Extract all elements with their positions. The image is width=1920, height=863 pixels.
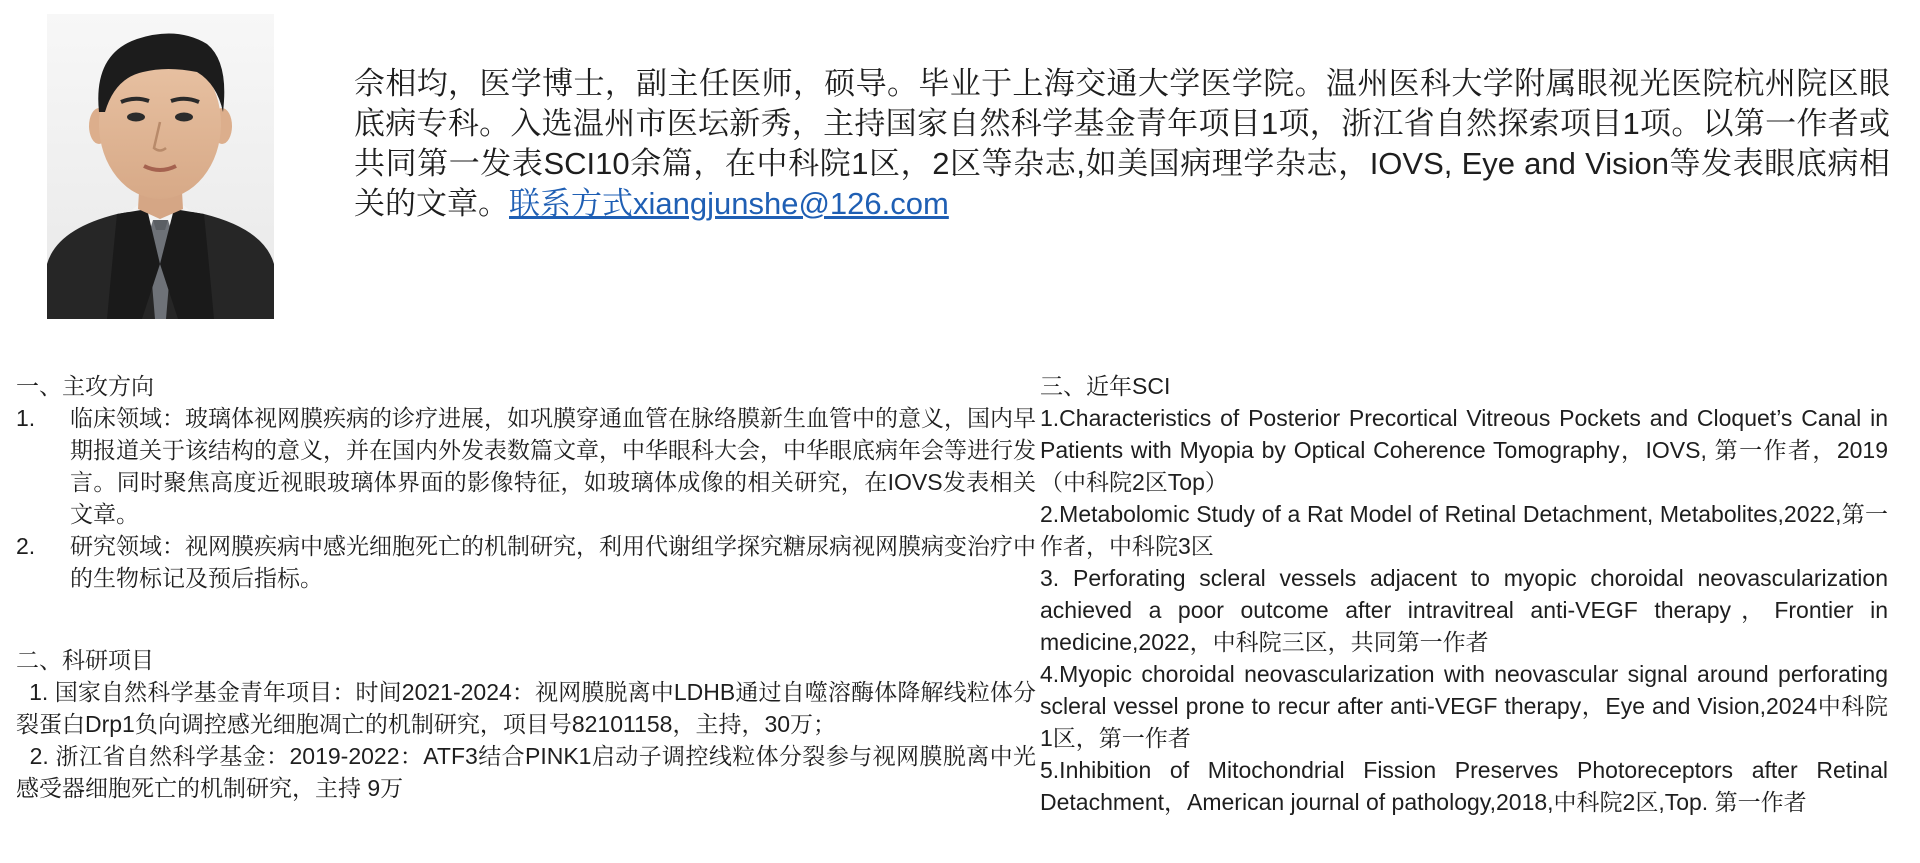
profile-photo <box>47 14 274 319</box>
research-projects-title: 二、科研项目 <box>16 647 154 673</box>
project-text: 2. 浙江省自然科学基金：2019-2022：ATF3结合PINK1启动子调控线粒体分裂参与视网膜脱离中光感受器细胞死亡的机制研究，主持 9万 <box>16 743 1037 801</box>
research-project-item <box>16 676 1036 740</box>
sci-paper-item: 3. Perforating scleral vessels adjacent to myopic choroidal neovascularization achieved a poor outcome after intravitreal anti-VEGF therapy，Frontier in medicine,2022，中科院三区，共同第一作者 <box>1040 565 1888 655</box>
item-number: 1. <box>16 405 36 431</box>
sci-paper-item: 4.Myopic choroidal neovascularization with neovascular signal around perforating scleral vessel prone to recur after anti-VEGF therapy，Eye and Vision,2024中科院1区，第一作者 <box>1040 661 1888 751</box>
section-spacer <box>16 594 1036 644</box>
item-number: 2. <box>16 533 36 559</box>
item-text: 研究领域：视网膜疾病中感光细胞死亡的机制研究，利用代谢组学探究糖尿病视网膜病变治疗中的生物标记及预后指标。 <box>70 533 1036 591</box>
sci-paper-item: 1.Characteristics of Posterior Precortical Vitreous Pockets and Cloquet’s Canal in Patients with Myopia by Optical Coherence Tomography，IOVS, 第一作者，2019（中科院2区Top） <box>1040 405 1888 495</box>
research-project-item <box>16 740 1036 804</box>
sci-paper-item: 2.Metabolomic Study of a Rat Model of Retinal Detachment, Metabolites,2022,第一作者，中科院3区 <box>1040 501 1888 559</box>
contact-email-link[interactable]: 联系方式xiangjunshe@126.com <box>509 186 949 221</box>
sci-paper-item: 5.Inhibition of Mitochondrial Fission Preserves Photoreceptors after Retinal Detachment，American journal of pathology,2018,中科院2区,Top. 第一作者 <box>1040 757 1888 815</box>
bio-text: 佘相均，医学博士，副主任医师，硕导。毕业于上海交通大学医学院。温州医科大学附属眼视光医院杭州院区眼底病专科。入选温州市医坛新秀，主持国家自然科学基金青年项目1项，浙江省自然探索项目1项。以第一作者或共同第一发表SCI10余篇，在中科院1区，2区等杂志,如美国病理学杂志，IOVS, Eye and Vision等发表眼底病相关的文章。 <box>354 66 1890 221</box>
left-column <box>16 370 1036 804</box>
right-column <box>1040 370 1888 818</box>
portrait-illustration <box>47 14 274 319</box>
recent-sci-title: 三、近年SCI <box>1040 373 1171 399</box>
research-direction-item <box>16 402 1036 530</box>
project-text: 1. 国家自然科学基金青年项目：时间2021-2024：视网膜脱离中LDHB通过自噬溶酶体降解线粒体分裂蛋白Drp1负向调控感光细胞凋亡的机制研究，项目号82101158，主持，30万； <box>16 679 1037 737</box>
bio-paragraph <box>354 64 1890 224</box>
item-text: 临床领域：玻璃体视网膜疾病的诊疗进展，如巩膜穿通血管在脉络膜新生血管中的意义，国内早期报道关于该结构的意义，并在国内外发表数篇文章，中华眼科大会，中华眼底病年会等进行发言。同时聚焦高度近视眼玻璃体界面的影像特征，如玻璃体成像的相关研究，在IOVS发表相关文章。 <box>70 405 1036 527</box>
research-direction-title: 一、主攻方向 <box>16 373 154 399</box>
research-direction-item <box>16 530 1036 594</box>
